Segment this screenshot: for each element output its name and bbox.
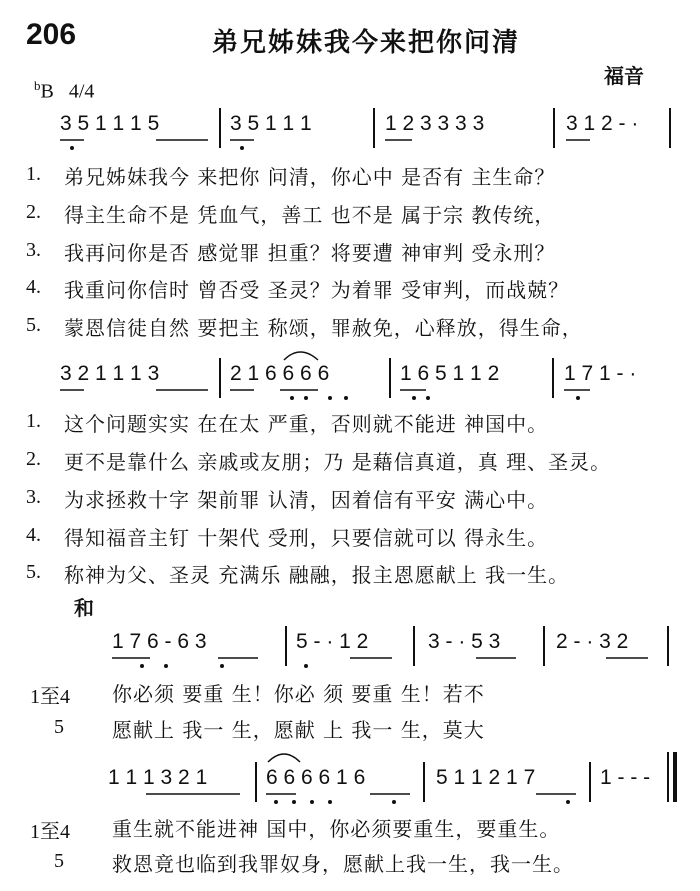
- verse-number: 4.: [26, 524, 41, 546]
- hymn-source: 福音: [604, 64, 644, 88]
- hymn-title: 弟兄姊妹我今来把你问清: [212, 28, 521, 58]
- octave-dot: [304, 396, 308, 400]
- verse-number: 1至4: [30, 686, 70, 708]
- system-2-measure-3: 1 6 5 1 1 2: [400, 362, 500, 385]
- verse-number: 3.: [26, 486, 41, 508]
- system-3-measure-4: 2 - · 3 2: [556, 630, 629, 653]
- octave-dot: [292, 800, 296, 804]
- octave-dot: [164, 664, 168, 668]
- key-letter: B: [40, 80, 54, 103]
- verse-lyric: 弟兄姊妹我今 来把你 问清，你心中 是否有 主生命？: [64, 165, 556, 189]
- octave-dot: [576, 396, 580, 400]
- system-2-measure-2: 2 1 6 6 6 6: [230, 362, 330, 385]
- verse-number: 1至4: [30, 821, 70, 843]
- octave-dot: [392, 800, 396, 804]
- octave-dot: [240, 146, 244, 150]
- system-4-measure-2: 6 6 6 6 1 6: [266, 766, 366, 789]
- verse-lyric: 愿献上 我一 生，愿献 上 我一 生，莫大: [112, 718, 485, 742]
- octave-dot: [290, 396, 294, 400]
- verse-lyric: 我重问你信时 曾否受 圣灵？为着罪 受审判，而战兢？: [64, 278, 570, 302]
- octave-dot: [304, 664, 308, 668]
- hymn-number: 206: [26, 18, 77, 51]
- system-4-measure-1: 1 1 1 3 2 1: [108, 766, 208, 789]
- key-flat: b: [34, 78, 41, 93]
- verse-lyric: 为求拯救十字 架前罪 认清，因着信有平安 满心中。: [64, 488, 549, 512]
- system-3-measure-2: 5 - · 1 2: [296, 630, 369, 653]
- octave-dot: [426, 396, 430, 400]
- octave-dot: [566, 800, 570, 804]
- system-2-measure-1: 3 2 1 1 1 3: [60, 362, 160, 385]
- verse-number: 2.: [26, 448, 41, 470]
- verse-number: 4.: [26, 276, 41, 298]
- octave-dot: [310, 800, 314, 804]
- verse-number: 1.: [26, 410, 41, 432]
- verse-lyric: 蒙恩信徒自然 要把主 称颂，罪赦免，心释放，得生命，: [64, 316, 583, 340]
- verse-lyric: 得主生命不是 凭血气，善工 也不是 属于宗 教传统，: [64, 203, 556, 227]
- system-1-measure-2: 3 5 1 1 1: [230, 112, 312, 135]
- verse-lyric: 称神为父、圣灵 充满乐 融融，报主恩愿献上 我一生。: [64, 563, 570, 587]
- verse-number: 3.: [26, 239, 41, 261]
- octave-dot: [220, 664, 224, 668]
- verse-number: 5: [54, 850, 64, 872]
- verse-lyric: 我再问你是否 感觉罪 担重？将要遭 神审判 受永刑？: [64, 241, 556, 265]
- octave-dot: [328, 396, 332, 400]
- system-4-measure-4: 1 - - -: [600, 766, 651, 789]
- verse-lyric: 你必须 要重 生！你必 须 要重 生！若不: [112, 682, 485, 706]
- system-3-measure-3: 3 - · 5 3: [428, 630, 501, 653]
- verse-lyric: 得知福音主钉 十架代 受刑，只要信就可以 得永生。: [64, 526, 549, 550]
- system-1-measure-3: 1 2 3 3 3 3: [385, 112, 485, 135]
- verse-lyric: 救恩竟也临到我罪奴身，愿献上我一生，我一生。: [112, 852, 574, 876]
- time-signature: 4/4: [68, 80, 95, 103]
- octave-dot: [140, 664, 144, 668]
- verse-number: 2.: [26, 201, 41, 223]
- verse-lyric: 重生就不能进神 国中，你必须要重生，要重生。: [112, 817, 561, 841]
- octave-dot: [344, 396, 348, 400]
- system-4-measure-3: 5 1 1 2 1 7: [436, 766, 536, 789]
- verse-number: 5: [54, 716, 64, 738]
- system-1-measure-1: 3 5 1 1 1 5: [60, 112, 160, 135]
- system-2-measure-4: 1 7 1 - ·: [564, 362, 637, 385]
- octave-dot: [412, 396, 416, 400]
- chorus-label: 和: [74, 596, 94, 620]
- system-3-measure-1: 1 7 6 - 6 3: [112, 630, 207, 653]
- tie: [268, 754, 300, 762]
- octave-dot: [70, 146, 74, 150]
- verse-lyric: 更不是靠什么 亲戚或友朋；乃 是藉信真道，真 理、圣灵。: [64, 450, 612, 474]
- verse-number: 5.: [26, 314, 41, 336]
- tie: [284, 352, 318, 360]
- verse-number: 5.: [26, 561, 41, 583]
- octave-dot: [274, 800, 278, 804]
- verse-number: 1.: [26, 163, 41, 185]
- verse-lyric: 这个问题实实 在在太 严重，否则就不能进 神国中。: [64, 412, 549, 436]
- system-1-measure-4: 3 1 2 - ·: [566, 112, 639, 135]
- octave-dot: [328, 800, 332, 804]
